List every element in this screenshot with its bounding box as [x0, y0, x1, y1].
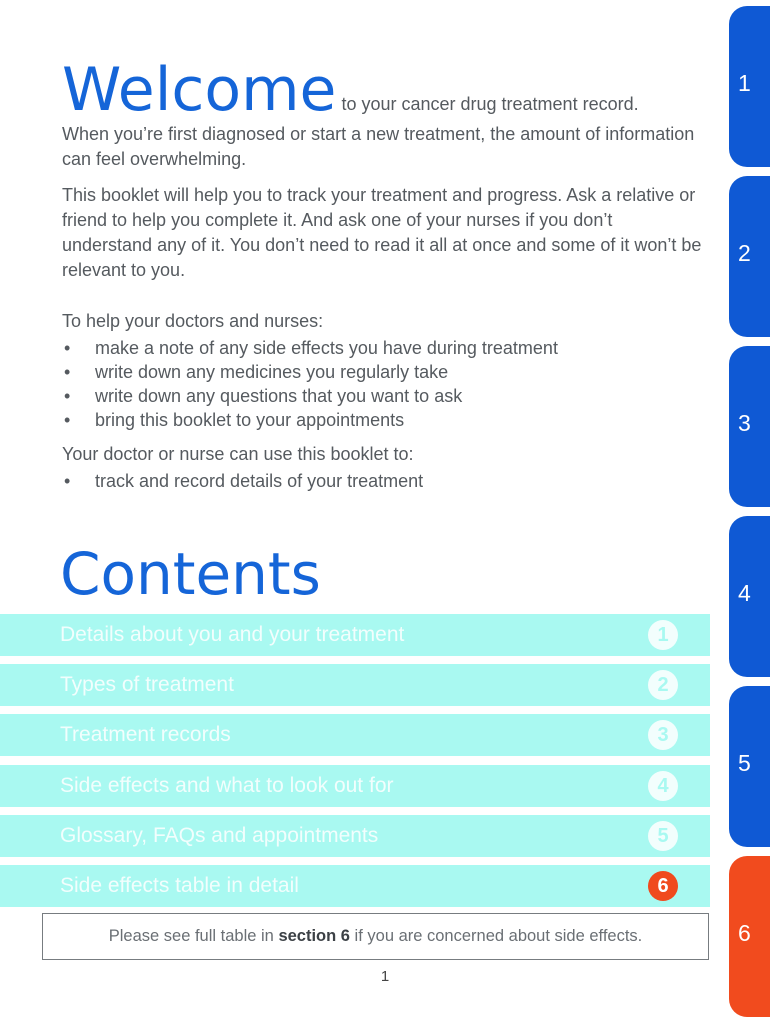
section-number-badge: 1	[648, 620, 678, 650]
list-item	[62, 384, 702, 408]
section-number-badge: 6	[648, 871, 678, 901]
side-tab-label: 4	[738, 580, 751, 606]
page-number: 1	[380, 968, 390, 985]
list-item-text: bring this booklet to your appointments	[95, 410, 405, 430]
bullet-icon: •	[64, 386, 71, 406]
contents-row-label: Treatment records	[60, 723, 231, 746]
side-tab-6[interactable]	[729, 856, 770, 1017]
list-item	[62, 469, 702, 493]
side-tab-1[interactable]	[729, 6, 770, 167]
booklet-paragraph: This booklet will help you to track your treatment and progress. Ask a relative or friend to help you complete it. And ask one of your nurses if you don’t understand any of it. You don’t need to read it all at once and some of it won’t be relevant to you.	[62, 185, 702, 280]
welcome-title: Welcome	[62, 55, 337, 125]
list-item-text: write down any medicines you regularly take	[95, 362, 449, 382]
list-item-text: make a note of any side effects you have during treatment	[95, 338, 558, 358]
contents-row-label: Glossary, FAQs and appointments	[60, 824, 379, 847]
side-tab-5[interactable]	[729, 686, 770, 847]
contents-row-label: Side effects table in detail	[60, 874, 299, 897]
side-tab-label: 2	[738, 240, 751, 266]
list-item	[62, 408, 702, 432]
side-effects-note	[42, 913, 709, 960]
bullet-icon: •	[64, 471, 71, 491]
side-tab-label: 6	[738, 920, 751, 946]
contents-row-label: Types of treatment	[60, 673, 234, 696]
side-tab-3[interactable]	[729, 346, 770, 507]
side-tab-label: 3	[738, 410, 751, 436]
doctor-use-list	[62, 469, 702, 493]
welcome-title-line	[62, 55, 702, 125]
contents-row-label: Details about you and your treatment	[60, 623, 405, 646]
side-tab-4[interactable]	[729, 516, 770, 677]
section-number-badge: 3	[648, 720, 678, 750]
welcome-section	[62, 55, 702, 493]
bullet-icon: •	[64, 362, 71, 382]
bullet-icon: •	[64, 338, 71, 358]
list-item-text: write down any questions that you want to ask	[95, 386, 463, 406]
section-number-badge: 5	[648, 821, 678, 851]
note-text-after: if you are concerned about side effects.	[349, 927, 643, 945]
contents-row-records[interactable]	[0, 714, 710, 756]
help-doctors-heading: To help your doctors and nurses:	[62, 311, 324, 331]
contents-row-types[interactable]	[0, 664, 710, 706]
welcome-title-rest: to your cancer drug treatment record.	[336, 94, 639, 114]
note-section-link: section 6	[278, 927, 350, 945]
side-tab-label: 1	[738, 70, 751, 96]
section-number-badge: 2	[648, 670, 678, 700]
section-number-badge: 4	[648, 771, 678, 801]
note-text-before: Please see full table in	[108, 927, 279, 945]
list-item	[62, 336, 702, 360]
contents-row-side-effects-table[interactable]	[0, 865, 710, 907]
contents-title: Contents	[60, 540, 321, 608]
contents-row-label: Side effects and what to look out for	[60, 774, 394, 797]
intro-text: When you’re first diagnosed or start a new treatment, the amount of information can feel overwhelming.	[62, 124, 695, 169]
contents-row-side-effects[interactable]	[0, 765, 710, 807]
bullet-icon: •	[64, 410, 71, 430]
list-item-text: track and record details of your treatment	[95, 471, 424, 491]
side-tab-label: 5	[738, 750, 751, 776]
help-doctors-list	[62, 336, 702, 432]
doctor-use-heading: Your doctor or nurse can use this booklet to:	[62, 444, 414, 464]
contents-row-glossary[interactable]	[0, 815, 710, 857]
side-tab-2[interactable]	[729, 176, 770, 337]
contents-row-details[interactable]	[0, 614, 710, 656]
list-item	[62, 360, 702, 384]
